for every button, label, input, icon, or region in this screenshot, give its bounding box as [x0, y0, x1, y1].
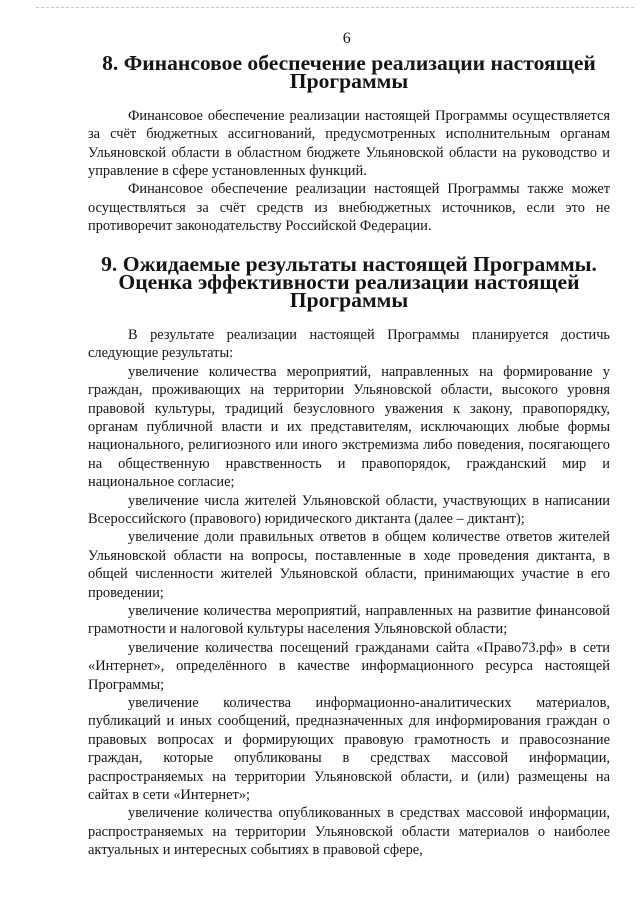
section-9-heading — [88, 251, 610, 313]
result-item-4: увеличение количества мероприятий, направленных на развитие финансовой грамотности и налоговой культуры населения Ульяновской области; — [88, 602, 610, 638]
section-8-paragraph-1: Финансовое обеспечение реализации настоящей Программы осуществляется за счёт бюджетных ассигнований, предусмотренных исполнительным органам Ульяновской области в областном бюджете Ульяновской области на руководство и управление в сфере установленных функций. — [88, 107, 610, 180]
top-scan-edge-line — [36, 7, 634, 8]
result-item-2: увеличение числа жителей Ульяновской области, участвующих в написании Всероссийского (правового) юридического диктанта (далее – диктант); — [88, 492, 610, 527]
result-item-3: увеличение доли правильных ответов в общем количестве ответов жителей Ульяновской области на вопросы, поставленные в ходе проведения диктанта, в общей численности жителей Ульяновской области, принимающих участие в его проведении; — [88, 529, 610, 601]
result-item-1: увеличение количества мероприятий, направленных на формирование у граждан, проживающих на территории Ульяновской области, высокого уровня правовой культуры, традиций безусловного уважения к закону, правопорядку, органам публичной власти и их представителям, исключающих любые формы национального, религиозного или иного экстремизма либо поведения, посягающего на общественную нравственность и правопорядок, гражданский мир и национальное согласие; — [88, 363, 610, 491]
section-9-heading-line-2: Оценка эффективности реализации настоящей Программы — [118, 270, 580, 313]
section-9-heading-line-1: 9. Ожидаемые результаты настоящей Программы. — [101, 251, 597, 276]
section-8-paragraph-2: Финансовое обеспечение реализации настоящей Программы также может осуществляться за счёт средств из внебюджетных источников, если это не противоречит законодательству Российской Федерации. — [88, 181, 610, 235]
result-item-6: увеличение количества информационно-аналитических материалов, публикаций и иных сообщений, предназначенных для информирования граждан о правовых вопросах и формирующих правовую грамотность и правосознание граждан, которые опубликованы в средствах массовой информации, распространяемых на территории Ульяновской области, и (или) размещены на сайтах в сети «Интернет»; — [88, 695, 610, 804]
document-body — [88, 51, 610, 860]
result-item-7: увеличение количества опубликованных в средствах массовой информации, распространяемых на территории Ульяновской области материалов о наиболее актуальных и интересных событиях в правовой сфере, — [88, 805, 610, 859]
section-8-heading: 8. Финансовое обеспечение реализации настоящей Программы — [102, 51, 596, 94]
result-item-5: увеличение количества посещений гражданами сайта «Право73.рф» в сети «Интернет», определённого в качестве информационного ресурса настоящей Программы; — [88, 639, 610, 693]
section-9-intro: В результате реализации настоящей Программы планируется достичь следующие результаты: — [88, 326, 610, 362]
page-number: 6 — [342, 30, 352, 47]
